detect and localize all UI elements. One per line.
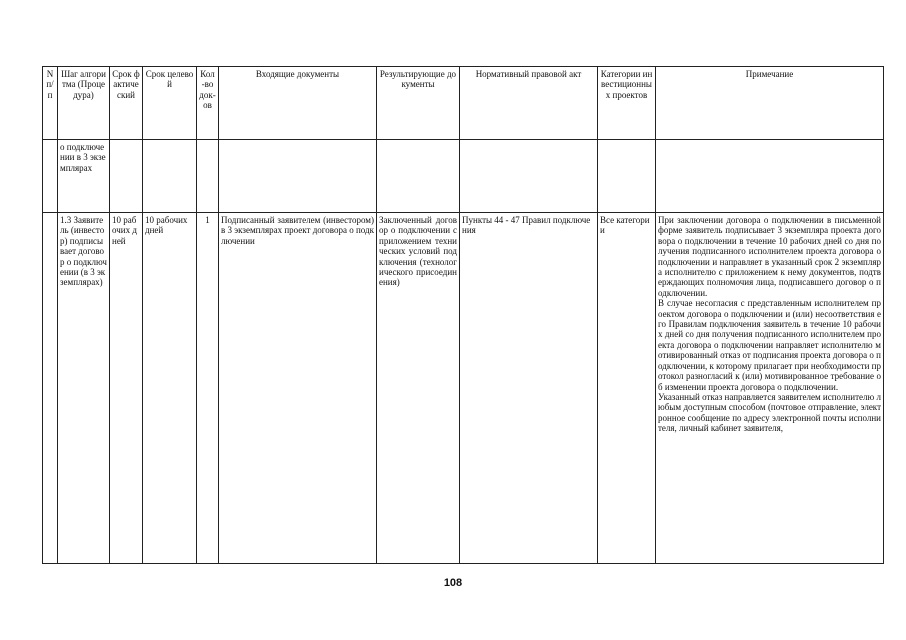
cell-categories: Все категории: [598, 213, 656, 564]
cell-num: [43, 213, 58, 564]
cell-categories: [598, 140, 656, 213]
cell-actual-term: [110, 140, 143, 213]
cell-target-term: 10 рабочих дней: [143, 213, 197, 564]
table-row-step-1-3: [43, 213, 884, 564]
header-result-docs: Результирующие документы: [377, 67, 460, 140]
cell-step: о подключении в 3 экземплярах: [58, 140, 110, 213]
header-actual-term: Срок фактический: [110, 67, 143, 140]
table-row-continuation: [43, 140, 884, 213]
header-step: Шаг алгоритма (Процедура): [58, 67, 110, 140]
cell-doc-count: [197, 140, 219, 213]
page-number: 108: [443, 577, 463, 589]
cell-legal-act: Пункты 44 - 47 Правил подключения: [460, 213, 598, 564]
cell-doc-count: 1: [197, 213, 219, 564]
cell-actual-term: 10 рабочих дней: [110, 213, 143, 564]
cell-result-docs: [377, 140, 460, 213]
cell-note: [656, 213, 884, 564]
header-target-term: Срок целевой: [143, 67, 197, 140]
header-doc-count: Кол-во док-ов: [197, 67, 219, 140]
header-legal-act: Нормативный правовой акт: [460, 67, 598, 140]
note-paragraph-1: При заключении договора о подключении в письменной форме заявитель подписывает 3 экземпляра проекта договора о подключении в течение 10 рабочих дней со дня получения подписанного исполнителем проекта договора о подключении и направляет в указанный срок 2 экземпляра исполнителю с приложением к нему документов, подтверждающих полномочия лица, подписавшего договор о подключении.: [658, 215, 881, 298]
cell-legal-act: [460, 140, 598, 213]
cell-input-docs: Подписанный заявителем (инвестором) в 3 экземплярах проект договора о подключении: [219, 213, 377, 564]
cell-num: [43, 140, 58, 213]
cell-result-docs: Заключенный договор о подключении с приложением технических условий подключения (технологического присоединения): [377, 213, 460, 564]
header-note: Примечание: [656, 67, 884, 140]
note-paragraph-3: Указанный отказ направляется заявителем исполнителю любым доступным способом (почтовое отправление, электронное сообщение по адресу электронной почты исполнителя, личный кабинет заявителя,: [658, 391, 881, 434]
note-paragraph-2: В случае несогласия с представленным исполнителем проектом договора о подключении и (или) несоответствия его Правилам подключения заявитель в течение 10 рабочих дней со дня получения подписанного исполнителем проекта договора о подключении направляет исполнителю мотивированный отказ от подписания проекта договора о подключении, к которому прилагает при необходимости протокол разногласий к (или) мотивированное требование об изменении проекта договора о подключении.: [658, 298, 881, 392]
header-categories: Категории инвестиционных проектов: [598, 67, 656, 140]
cell-step: 1.3 Заявитель (инвестор) подписывает договор о подключении (в 3 экземплярах): [58, 213, 110, 564]
cell-input-docs: [219, 140, 377, 213]
header-num: N п/п: [43, 67, 58, 140]
cell-target-term: [143, 140, 197, 213]
header-input-docs: Входящие документы: [219, 67, 377, 140]
header-row: [43, 67, 884, 140]
regulation-table: [42, 66, 884, 564]
cell-note: [656, 140, 884, 213]
